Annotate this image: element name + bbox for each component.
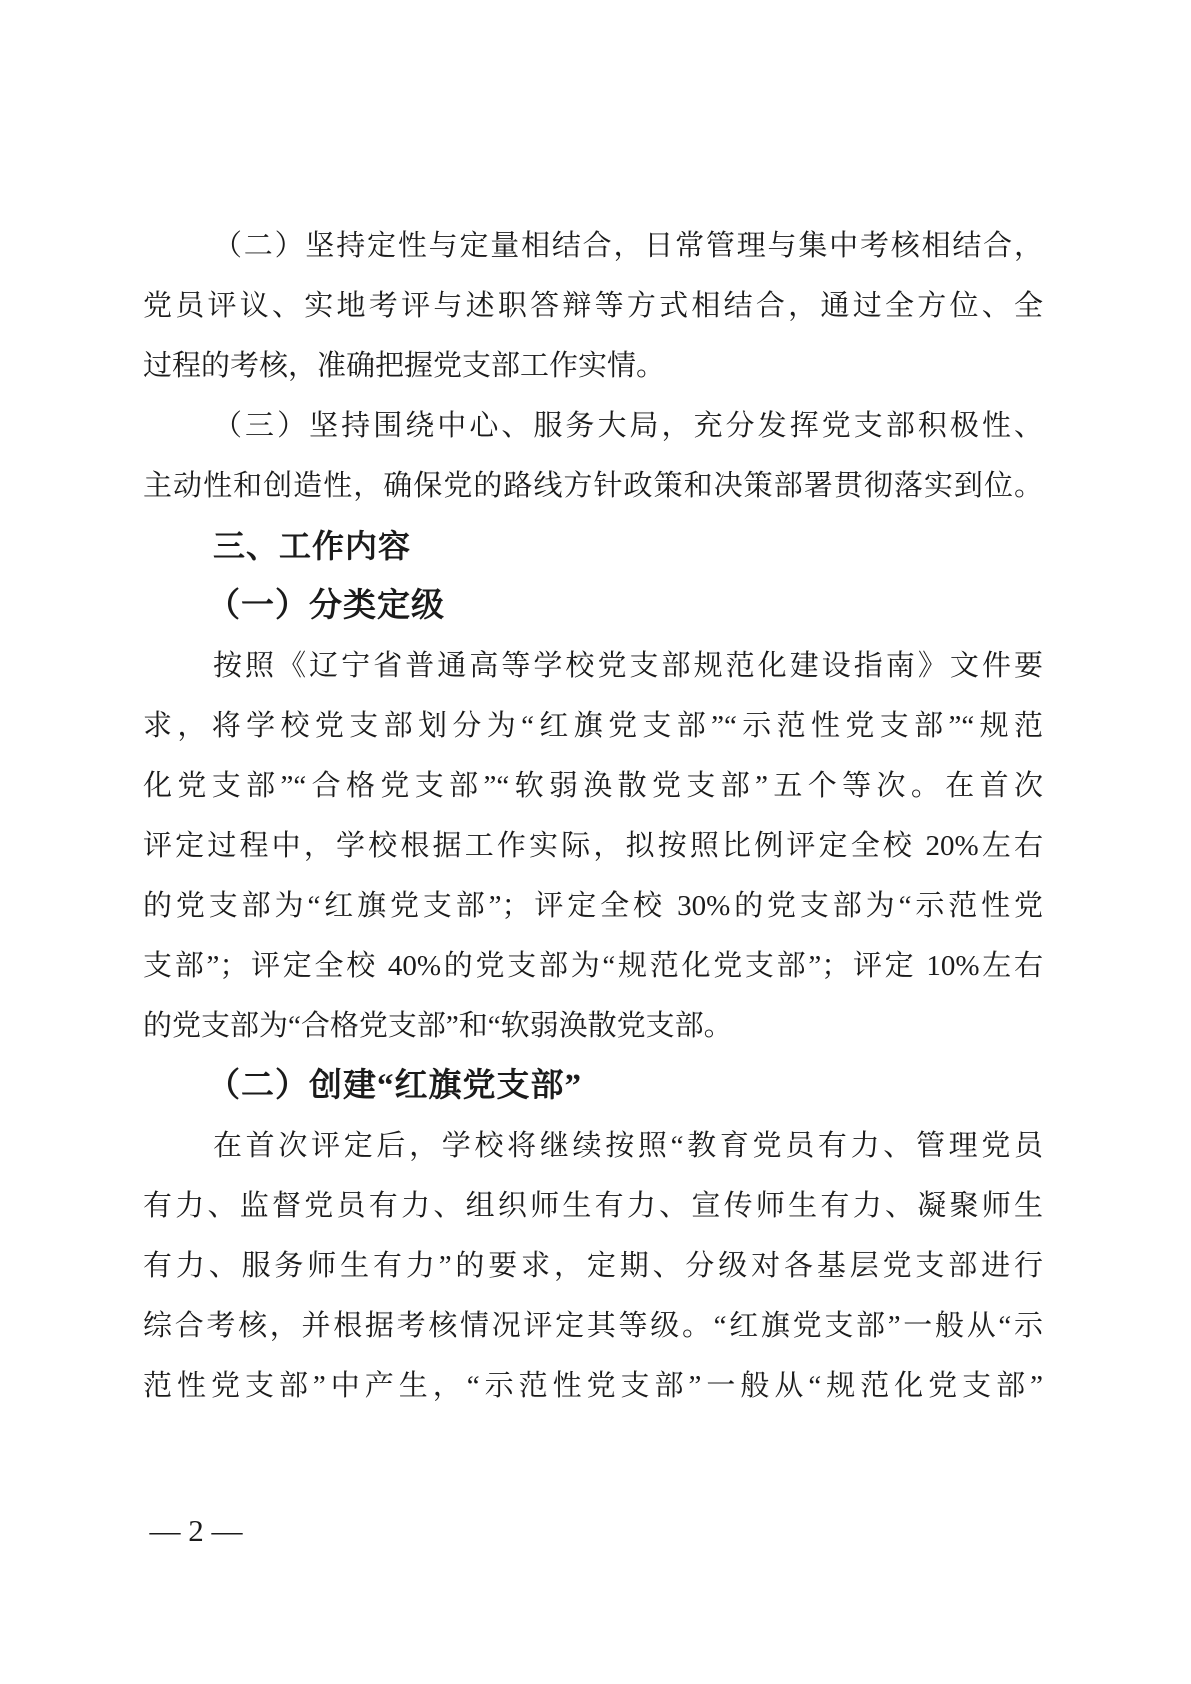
paragraph-line: 求，将学校党支部划分为“红旗党支部”“示范性党支部”“规范: [143, 710, 1043, 742]
paragraph-line: （二）坚持定性与定量相结合，日常管理与集中考核相结合，: [213, 230, 1043, 262]
page-number: — 2 —: [149, 1513, 243, 1548]
paragraph-line: （三）坚持围绕中心、服务大局，充分发挥党支部积极性、: [213, 410, 1043, 442]
paragraph-line: 范性党支部”中产生，“示范性党支部”一般从“规范化党支部”: [143, 1370, 1043, 1402]
paragraph-line: 在首次评定后，学校将继续按照“教育党员有力、管理党员: [213, 1130, 1043, 1162]
paragraph-line: 支部”；评定全校 40%的党支部为“规范化党支部”；评定 10%左右: [143, 950, 1043, 982]
heading1-line: 三、工作内容: [213, 528, 412, 564]
paragraph-line: 评定过程中，学校根据工作实际，拟按照比例评定全校 20%左右: [143, 830, 1043, 862]
paragraph-line: 化党支部”“合格党支部”“软弱涣散党支部”五个等次。在首次: [143, 770, 1043, 802]
paragraph-line: 有力、监督党员有力、组织师生有力、宣传师生有力、凝聚师生: [143, 1190, 1043, 1222]
heading2-line: （一）分类定级: [207, 588, 445, 624]
heading2-line: （二）创建“红旗党支部”: [207, 1068, 582, 1104]
document-body: [143, 216, 1043, 1416]
paragraph-line: 主动性和创造性，确保党的路线方针政策和决策部署贯彻落实到位。: [143, 470, 1043, 502]
paragraph-line: 的党支部为“红旗党支部”；评定全校 30%的党支部为“示范性党: [143, 890, 1043, 922]
paragraph-line: 的党支部为“合格党支部”和“软弱涣散党支部。: [143, 1010, 733, 1042]
paragraph-line: 党员评议、实地考评与述职答辩等方式相结合，通过全方位、全: [143, 290, 1043, 322]
paragraph-line: 过程的考核，准确把握党支部工作实情。: [143, 350, 666, 382]
paragraph-line: 按照《辽宁省普通高等学校党支部规范化建设指南》文件要: [213, 650, 1043, 682]
paragraph-line: 综合考核，并根据考核情况评定其等级。“红旗党支部”一般从“示: [143, 1310, 1043, 1342]
paragraph-line: 有力、服务师生有力”的要求，定期、分级对各基层党支部进行: [143, 1250, 1043, 1282]
